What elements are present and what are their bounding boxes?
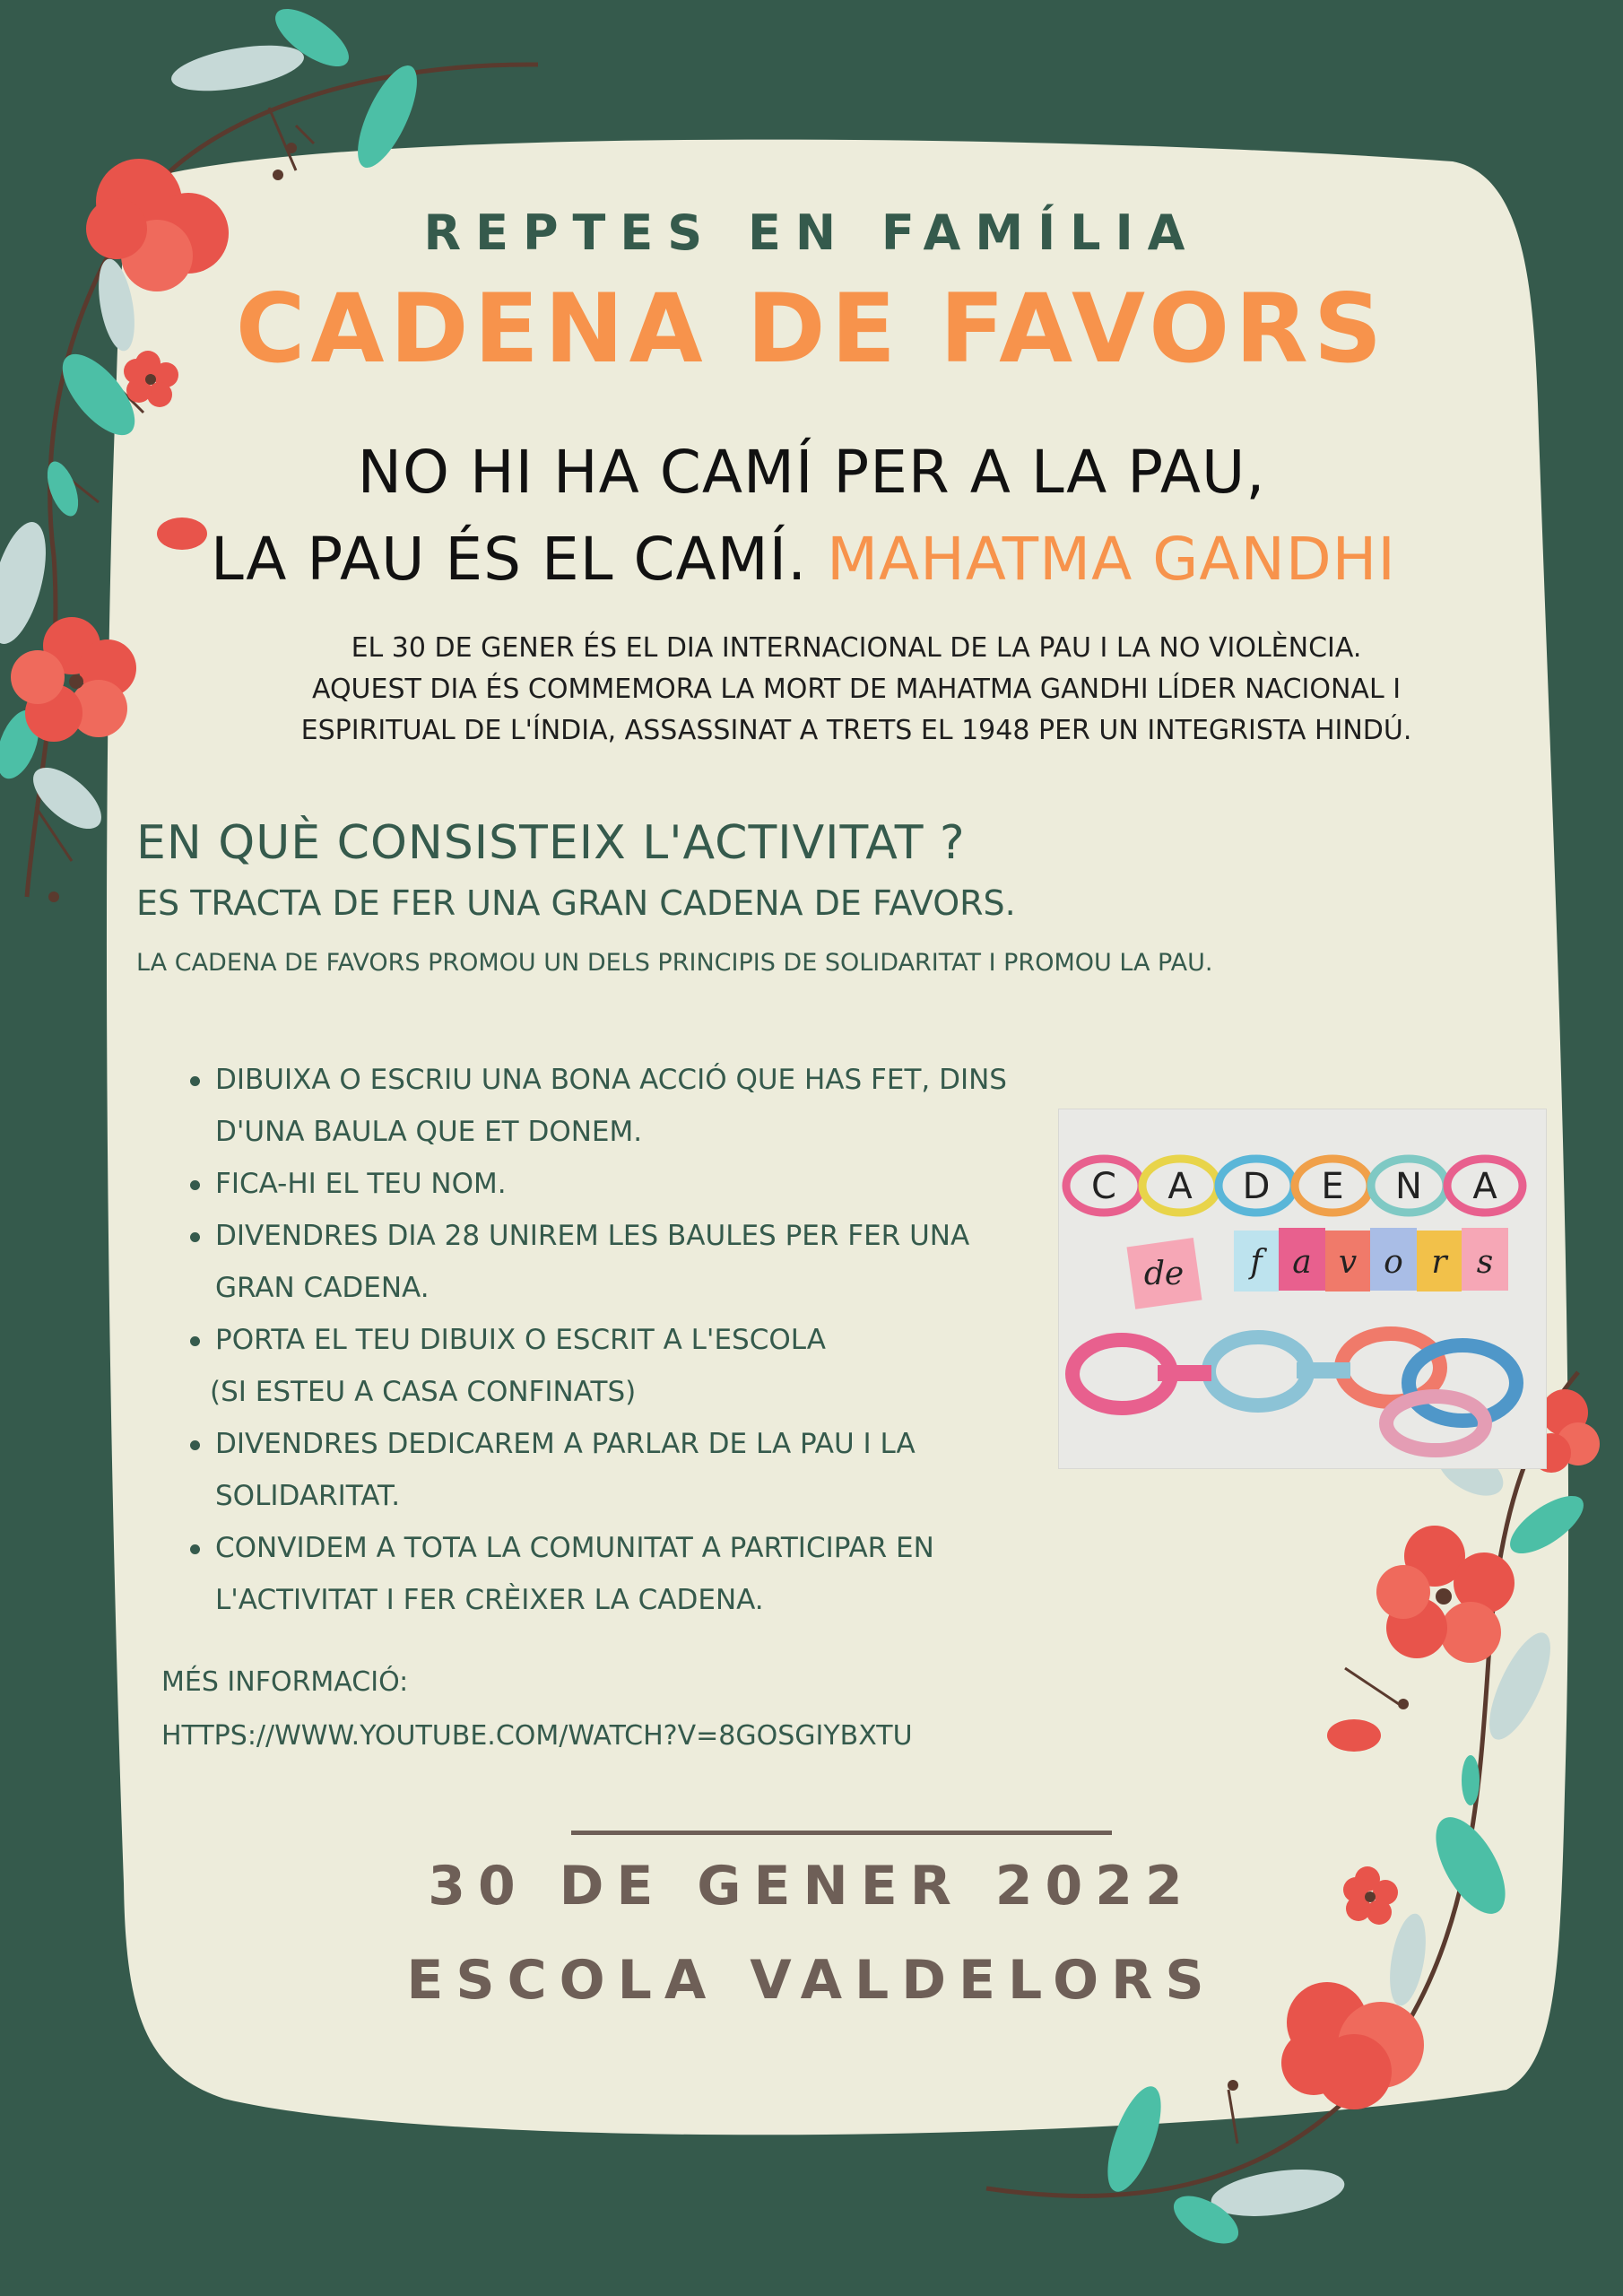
intro-line: EL 30 DE GENER ÉS EL DIA INTERNACIONAL DE LA PAU I LA NO VIOLÈNCIA. bbox=[351, 632, 1362, 664]
step-line: SOLIDARITAT. bbox=[215, 1480, 401, 1512]
note-letter: r bbox=[1431, 1244, 1447, 1281]
kicker-title: REPTES EN FAMÍLIA bbox=[423, 204, 1200, 261]
section-subheading: ES TRACTA DE FER UNA GRAN CADENA DE FAVORS. bbox=[136, 883, 1016, 923]
main-title: CADENA DE FAVORS bbox=[235, 274, 1388, 384]
leaf-icon bbox=[1097, 2080, 1172, 2198]
intro-line: ESPIRITUAL DE L'ÍNDIA, ASSASSINAT A TRETS EL 1948 PER UN INTEGRISTA HINDÚ. bbox=[300, 715, 1412, 746]
note-letter: f bbox=[1250, 1244, 1263, 1281]
flower-icon bbox=[1376, 1526, 1515, 1663]
chain-letter: A bbox=[1167, 1166, 1193, 1207]
note-word: de bbox=[1143, 1256, 1185, 1292]
chain-letter: A bbox=[1472, 1166, 1497, 1207]
intro-line: AQUEST DIA ÉS COMMEMORA LA MORT DE MAHATMA GANDHI LÍDER NACIONAL I bbox=[311, 674, 1402, 705]
chain-letter: D bbox=[1242, 1166, 1271, 1207]
step-line: CONVIDEM A TOTA LA COMUNITAT A PARTICIPAR EN bbox=[215, 1532, 934, 1564]
chain-letter: C bbox=[1091, 1166, 1116, 1207]
step-line: L'ACTIVITAT I FER CRÈIXER LA CADENA. bbox=[215, 1584, 764, 1616]
list-item bbox=[188, 1054, 1067, 1158]
paper-chain-photo bbox=[1058, 1109, 1547, 1469]
paper-chain-illustration bbox=[1059, 1109, 1546, 1468]
quote-author: MAHATMA GANDHI bbox=[827, 525, 1396, 594]
note-letter: a bbox=[1292, 1244, 1312, 1281]
note-letter: o bbox=[1384, 1244, 1403, 1281]
note-letter: v bbox=[1338, 1244, 1358, 1281]
step-line: PORTA EL TEU DIBUIX O ESCRIT A L'ESCOLA bbox=[215, 1324, 826, 1356]
school-name: ESCOLA VALDELORS bbox=[406, 1949, 1217, 2012]
footer-divider bbox=[571, 1831, 1112, 1835]
section-heading: EN QUÈ CONSISTEIX L'ACTIVITAT ? bbox=[136, 816, 966, 870]
quote-line bbox=[211, 525, 1520, 594]
more-info-link[interactable]: HTTPS://WWW.YOUTUBE.COM/WATCH?V=8GOSGIYBXTU bbox=[161, 1720, 913, 1752]
step-line: FICA-HI EL TEU NOM. bbox=[215, 1168, 507, 1200]
intro-paragraph bbox=[215, 628, 1497, 752]
step-line: (SI ESTEU A CASA CONFINATS) bbox=[210, 1376, 637, 1408]
note-letter: s bbox=[1476, 1244, 1494, 1281]
quote-line: NO HI HA CAMÍ PER A LA PAU, bbox=[357, 438, 1266, 507]
quote-text: LA PAU ÉS EL CAMÍ. bbox=[211, 525, 808, 594]
list-item bbox=[188, 1418, 1067, 1522]
step-line: DIVENDRES DIA 28 UNIREM LES BAULES PER FER UNA bbox=[215, 1220, 970, 1252]
section-note: LA CADENA DE FAVORS PROMOU UN DELS PRINCIPIS DE SOLIDARITAT I PROMOU LA PAU. bbox=[136, 949, 1213, 977]
list-item bbox=[188, 1522, 1067, 1626]
step-line: DIBUIXA O ESCRIU UNA BONA ACCIÓ QUE HAS FET, DINS bbox=[215, 1064, 1007, 1096]
step-line: D'UNA BAULA QUE ET DONEM. bbox=[215, 1116, 643, 1148]
more-info-label: MÉS INFORMACIÓ: bbox=[161, 1666, 409, 1698]
bud-icon bbox=[1327, 1719, 1381, 1752]
leaf-icon bbox=[1462, 1755, 1480, 1805]
chain-letter: N bbox=[1395, 1166, 1422, 1207]
event-date: 30 DE GENER 2022 bbox=[428, 1855, 1195, 1918]
step-line: GRAN CADENA. bbox=[215, 1272, 430, 1304]
step-line: DIVENDRES DEDICAREM A PARLAR DE LA PAU I LA bbox=[215, 1428, 916, 1460]
list-item bbox=[188, 1158, 1067, 1210]
list-item bbox=[188, 1314, 1067, 1418]
list-item bbox=[188, 1210, 1067, 1314]
chain-letter: E bbox=[1321, 1166, 1344, 1207]
steps-list bbox=[188, 1054, 1067, 1626]
